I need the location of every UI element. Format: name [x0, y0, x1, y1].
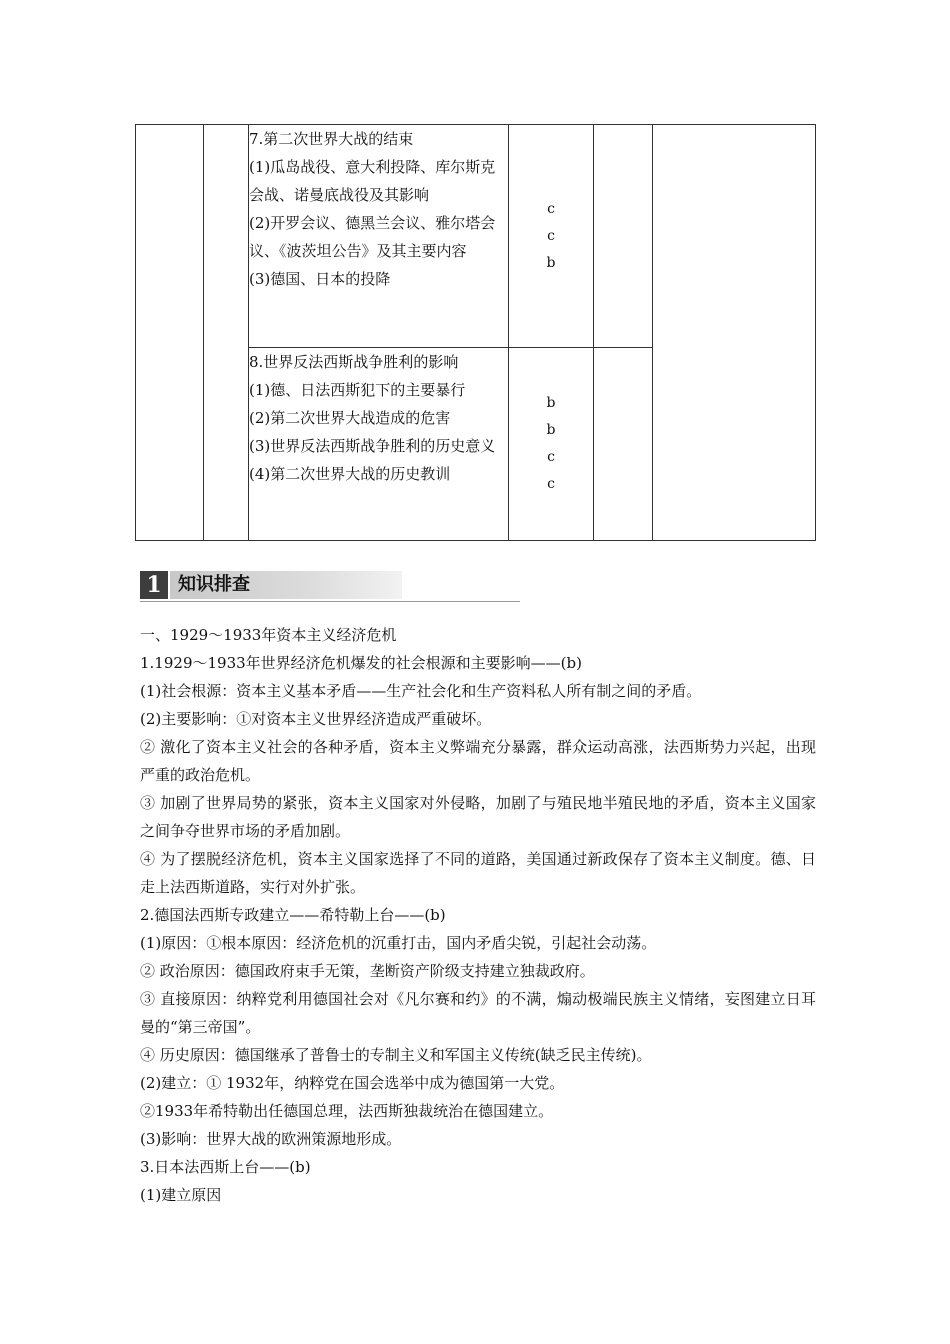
level-value: c	[547, 227, 555, 244]
level-cell	[509, 125, 594, 348]
topic-line: (1)德、日法西斯犯下的主要暴行	[249, 381, 466, 399]
paragraph: (2)主要影响：①对资本主义世界经济造成严重破坏。	[140, 710, 492, 728]
topic-line: (3)德国、日本的投降	[249, 270, 391, 288]
paragraph: (3)影响：世界大战的欧洲策源地形成。	[140, 1130, 402, 1148]
paragraph: ③ 直接原因：纳粹党利用德国社会对《凡尔赛和约》的不满，煽动极端民族主义情绪，妄图建立日耳曼的“第三帝国”。	[140, 990, 816, 1036]
level-value: b	[546, 254, 556, 271]
knowledge-content	[140, 621, 816, 1209]
paragraph: ③ 加剧了世界局势的紧张，资本主义国家对外侵略，加剧了与殖民地半殖民地的矛盾，资本主义国家之间争夺世界市场的矛盾加剧。	[140, 794, 816, 840]
table-cell-module	[136, 125, 204, 541]
paragraph: ②1933年希特勒出任德国总理，法西斯独裁统治在德国建立。	[140, 1102, 554, 1120]
topic-line: (1)瓜岛战役、意大利投降、库尔斯克会战、诺曼底战役及其影响	[249, 158, 496, 204]
paragraph: ④ 历史原因：德国继承了普鲁士的专制主义和军国主义传统(缺乏民主传统)。	[140, 1046, 652, 1064]
level-cell	[509, 348, 594, 541]
paragraph: 1.1929～1933年世界经济危机爆发的社会根源和主要影响——(b)	[140, 654, 582, 672]
topic-line: (2)第二次世界大战造成的危害	[249, 409, 451, 427]
paragraph: (2)建立：① 1932年，纳粹党在国会选举中成为德国第一大党。	[140, 1074, 565, 1092]
section-title: 知识排查	[178, 574, 250, 595]
curriculum-table	[135, 124, 816, 541]
table-cell-unit	[204, 125, 249, 541]
topic-line: (4)第二次世界大战的历史教训	[249, 465, 451, 483]
paragraph: (1)建立原因	[140, 1186, 222, 1204]
paragraph: (1)社会根源：资本主义基本矛盾——生产社会化和生产资料私人所有制之间的矛盾。	[140, 682, 702, 700]
section-number: 1	[140, 571, 168, 599]
level-value: b	[546, 422, 556, 438]
section-header	[140, 571, 520, 603]
table-cell-empty	[594, 348, 653, 541]
topic-line: 7.第二次世界大战的结束	[249, 130, 414, 148]
topic-cell	[249, 125, 509, 348]
table-row	[136, 125, 816, 348]
paragraph: (1)原因：①根本原因：经济危机的沉重打击，国内矛盾尖锐，引起社会动荡。	[140, 934, 657, 952]
level-value: b	[546, 395, 556, 411]
topic-cell	[249, 348, 509, 541]
paragraph: 3.日本法西斯上台——(b)	[140, 1158, 311, 1176]
level-value: c	[547, 200, 555, 217]
level-value: c	[547, 476, 555, 492]
paragraph: ④ 为了摆脱经济危机，资本主义国家选择了不同的道路，美国通过新政保存了资本主义制度。德、日走上法西斯道路，实行对外扩张。	[140, 850, 816, 896]
table-cell-notes	[653, 125, 816, 541]
table-cell-empty	[594, 125, 653, 348]
paragraph: ② 激化了资本主义社会的各种矛盾，资本主义弊端充分暴露，群众运动高涨，法西斯势力兴起，出现严重的政治危机。	[140, 738, 816, 784]
level-value: c	[547, 449, 555, 465]
section-underline	[140, 601, 520, 602]
topic-line: (2)开罗会议、德黑兰会议、雅尔塔会议、《波茨坦公告》及其主要内容	[249, 214, 496, 260]
paragraph: 2.德国法西斯专政建立——希特勒上台——(b)	[140, 906, 446, 924]
topic-line: 8.世界反法西斯战争胜利的影响	[249, 353, 459, 371]
paragraph: 一、1929～1933年资本主义经济危机	[140, 626, 397, 644]
topic-line: (3)世界反法西斯战争胜利的历史意义	[249, 437, 496, 455]
paragraph: ② 政治原因：德国政府束手无策，垄断资产阶级支持建立独裁政府。	[140, 962, 595, 980]
